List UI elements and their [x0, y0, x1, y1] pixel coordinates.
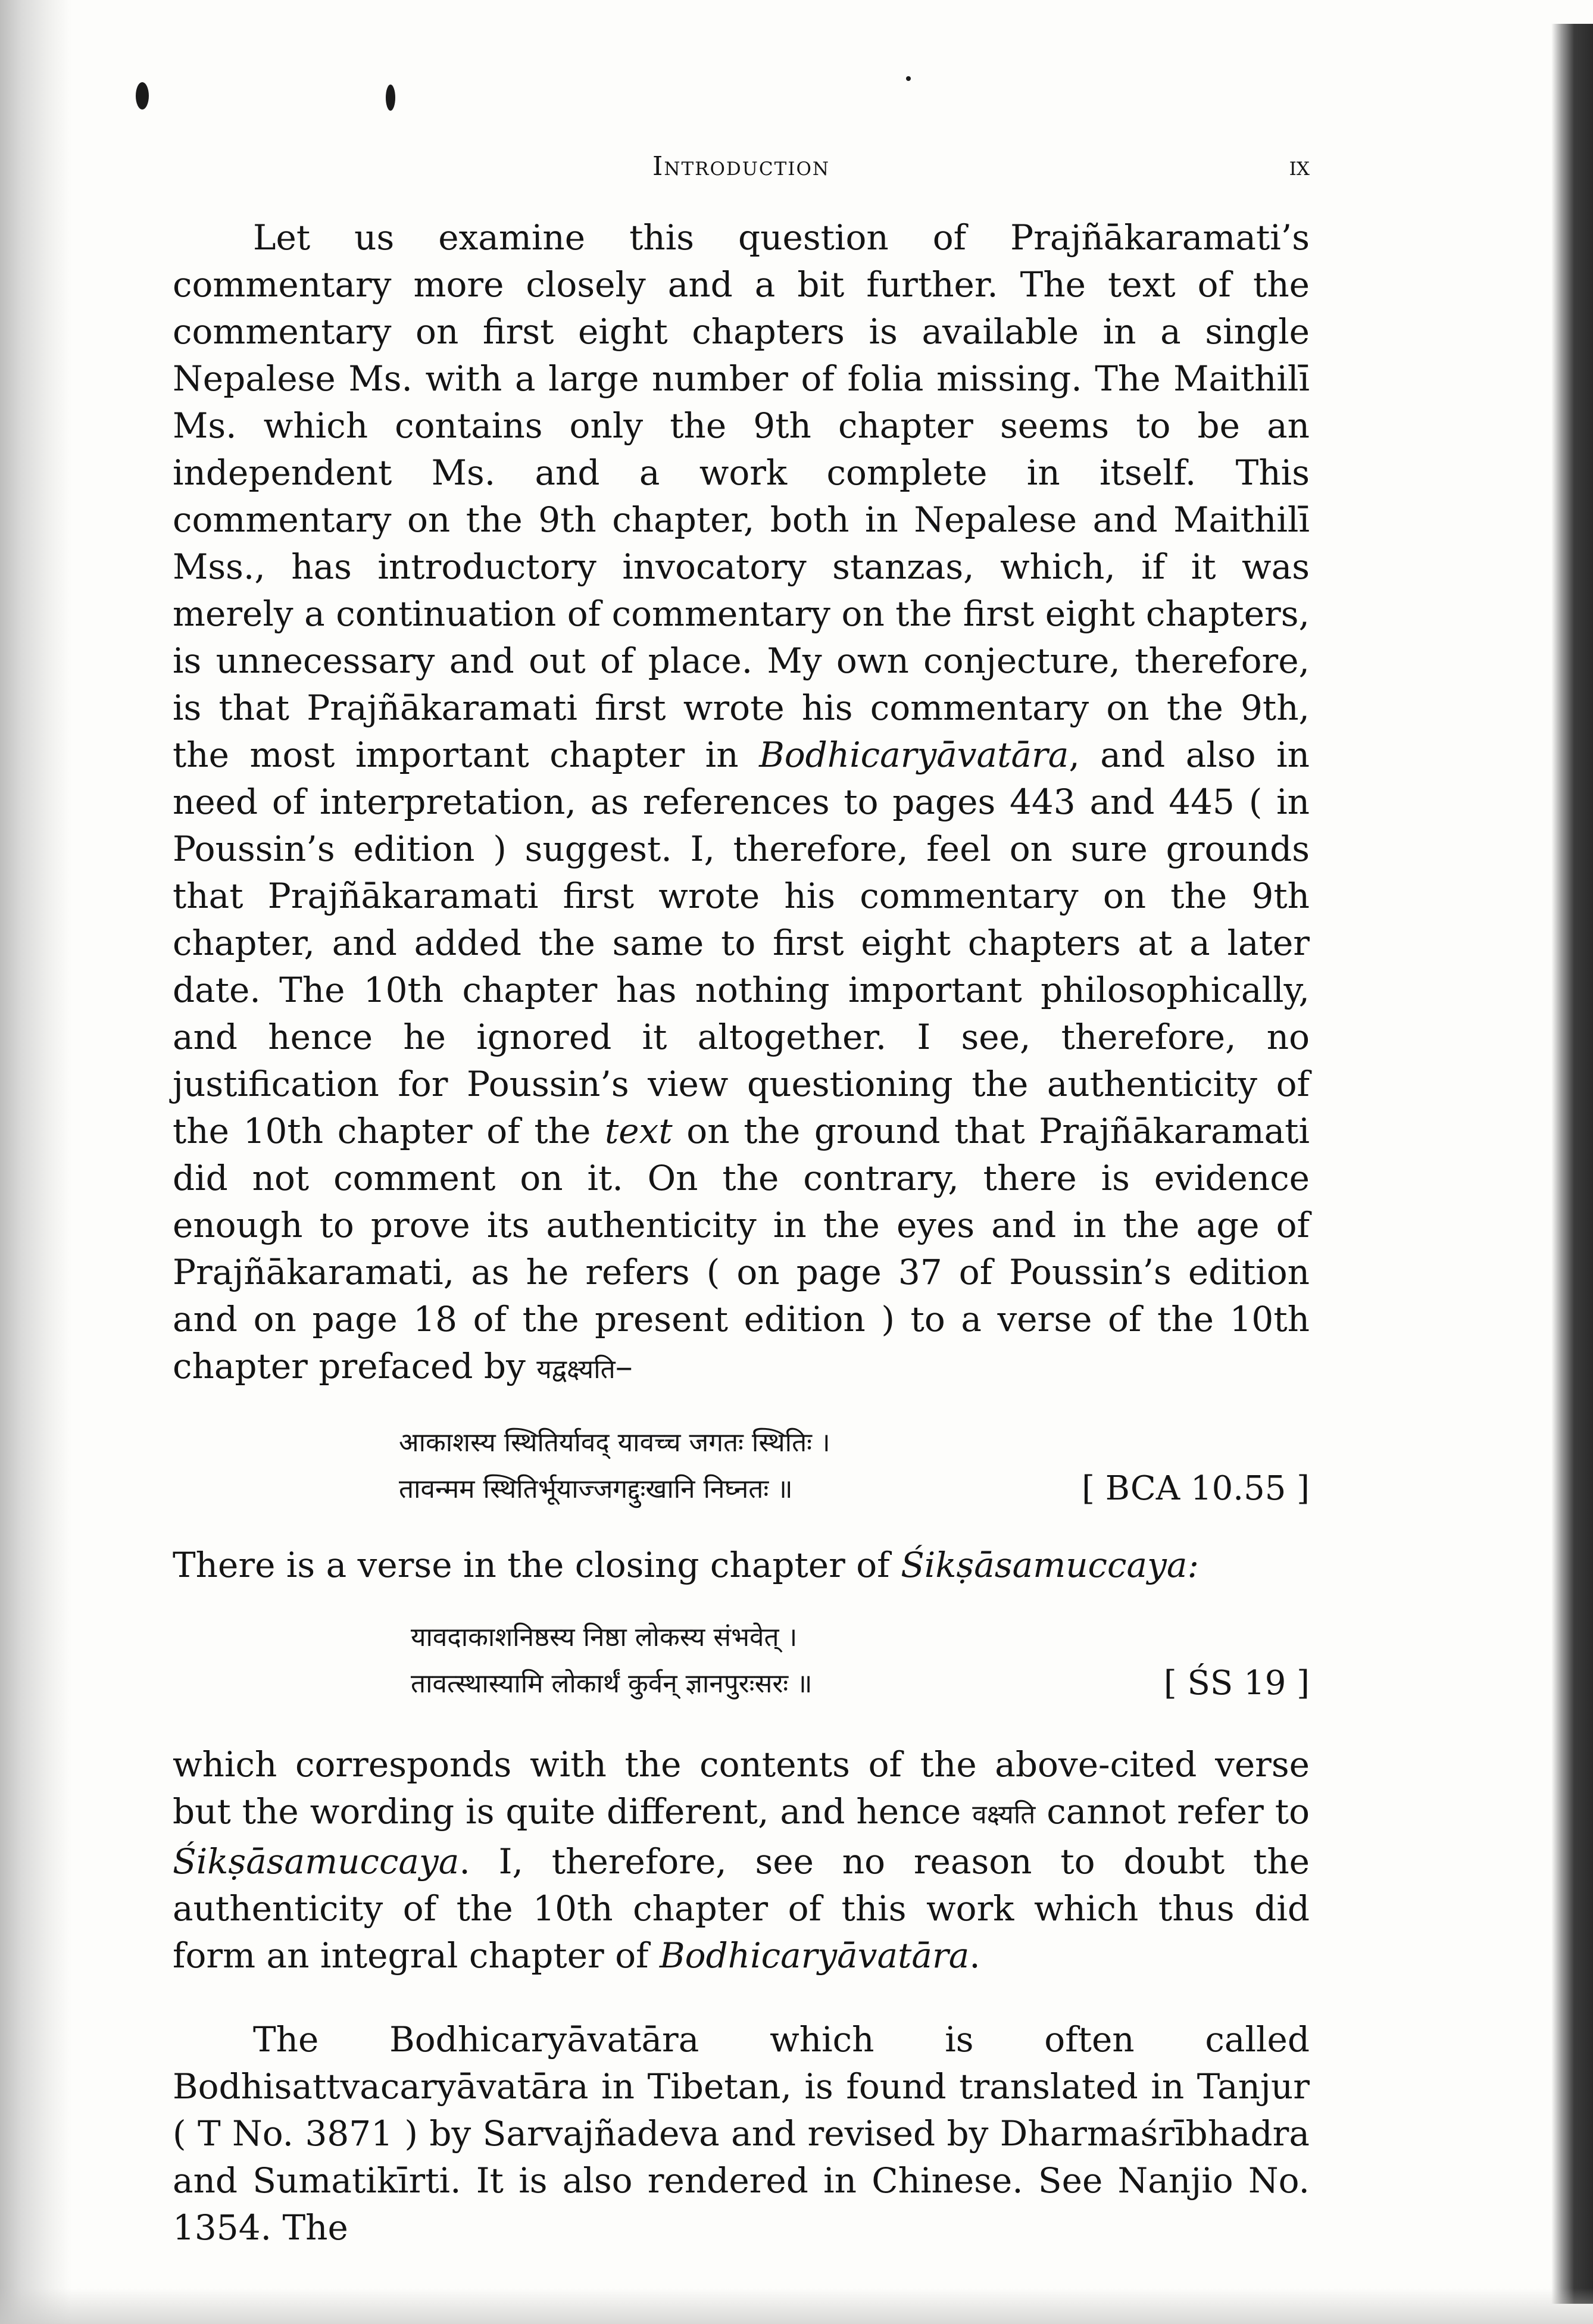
- verse-line: आकाशस्य स्थितिर्यावद् यावच्च जगतः स्थितिः ।: [399, 1427, 830, 1458]
- devanagari-word: वक्ष्यति: [972, 1800, 1036, 1830]
- ink-speck: [906, 76, 911, 81]
- running-header: [173, 146, 1310, 188]
- paragraph-text: The Bodhicaryāvatāra which is often called Bodhisattvacaryāvatāra in Tibetan, is found translated in Tanjur ( T No. 3871 ) by Sarvajñadeva and revised by Dharmaśrībhadra and Sumatikīrti. It is also rendered in Chinese. See Nanjio No. 1354. The: [173, 2019, 1310, 2248]
- paragraph-text: which corresponds with the contents of the above-cited verse but the wording is quite different, and hence: [173, 1744, 1310, 1832]
- paragraph-text: There is a verse in the closing chapter of: [173, 1545, 890, 1585]
- ink-speck: [136, 82, 149, 110]
- italic-title: Śikṣāsamuccaya: [173, 1841, 460, 1882]
- verse-line: यावदाकाशनिष्ठस्य निष्ठा लोकस्य संभवेत् ।: [411, 1622, 798, 1653]
- italic-title: Bodhicaryāvatāra: [759, 735, 1069, 775]
- paragraph-text: cannot refer to: [1047, 1791, 1310, 1832]
- verse-line: तावत्स्थास्यामि लोकार्थं कुर्वन् ज्ञानपुरःसरः ॥: [411, 1669, 813, 1699]
- paragraph-text: on the ground that Prajñākaramati did not comment on it. On the contrary, there is evidence enough to prove its authenticity in the eyes and in the age of Prajñākaramati, as he refers ( on page 37 of Poussin’s edition and on page 18 of the present edition ) to a verse of the 10th chapter prefaced by: [173, 1111, 1310, 1386]
- paragraph-text: , and also in need of interpretation, as references to pages 443 and 445 ( in Poussin’s edition ) suggest. I, therefore, feel on sure grounds that Prajñākaramati first wrote his commentary on the 9th chapter, and added the same to first eight chapters at a later date. The 10th chapter has nothing important philosophically, and hence he ignored it altogether. I see, therefore, no justification for Poussin’s view questioning the authenticity of the 10th chapter of the: [173, 735, 1310, 1151]
- paragraph-2: [173, 1542, 1310, 1589]
- italic-title: Śikṣāsamuccaya:: [901, 1545, 1199, 1585]
- page-right-edge-shadow: [1551, 24, 1593, 2304]
- running-title: Introduction: [652, 151, 830, 182]
- italic-word: text: [604, 1111, 673, 1151]
- verse-reference: [ ŚS 19 ]: [1163, 1664, 1310, 1703]
- paragraph-text: . I, therefore, see no reason to doubt the authenticity of the 10th chapter of this work which thus did form an integral chapter of: [173, 1841, 1310, 1976]
- verse-reference: [ BCA 10.55 ]: [1082, 1469, 1310, 1508]
- page-bottom-edge-shadow: [0, 2288, 1593, 2324]
- ink-speck: [386, 85, 395, 111]
- page-number: ix: [1289, 151, 1310, 182]
- paragraph-text: .: [969, 1935, 980, 1976]
- paragraph-4: [173, 2016, 1310, 2251]
- paragraph-3: [173, 1741, 1310, 1979]
- page-left-edge-shadow: [0, 0, 71, 2324]
- paragraph-text: –: [615, 1346, 633, 1386]
- verse-line: तावन्मम स्थितिर्भूयाज्जगद्दुःखानि निघ्नतः ॥: [399, 1474, 793, 1504]
- devanagari-word: यद्वक्ष्यति: [536, 1354, 616, 1385]
- sanskrit-verse-1: [173, 1417, 1310, 1518]
- paragraph-text: Let us examine this question of Prajñākaramati’s commentary more closely and a bit further. The text of the commentary on first eight chapters is available in a single Nepalese Ms. with a large number of folia missing. The Maithilī Ms. which contains only the 9th chapter seems to be an independent Ms. and a work complete in itself. This commentary on the 9th chapter, both in Nepalese and Maithilī Mss., has introductory invocatory stanzas, which, if it was merely a continuation of commentary on the first eight chapters, is unnecessary and out of place. My own conjecture, therefore, is that Prajñākaramati first wrote his commentary on the 9th, the most important chapter in: [173, 217, 1310, 775]
- page-body: [173, 214, 1310, 2251]
- sanskrit-verse-2: [173, 1611, 1310, 1713]
- italic-title: Bodhicaryāvatāra: [660, 1935, 970, 1976]
- paragraph-1: [173, 214, 1310, 1393]
